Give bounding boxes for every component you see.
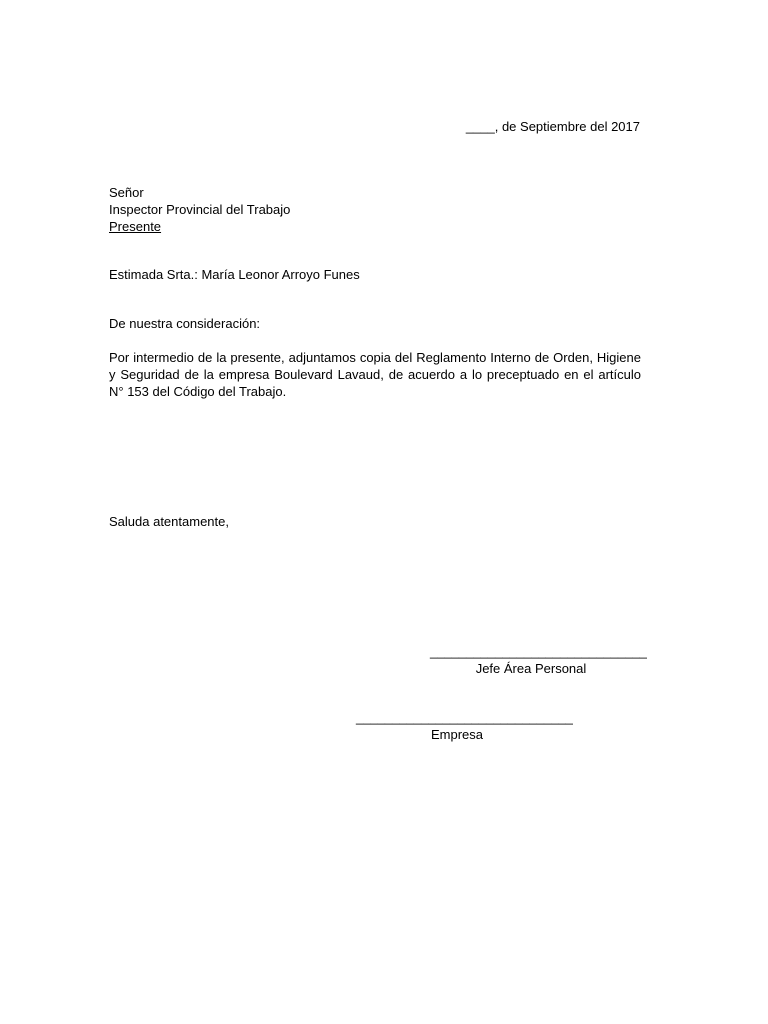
salutation: Estimada Srta.: María Leonor Arroyo Funes	[109, 267, 360, 282]
signature-title: Jefe Área Personal	[475, 661, 587, 676]
body-paragraph: Por intermedio de la presente, adjuntamos copia del Reglamento Interno de Orden, Higiene y Seguridad de la empresa Boulevard Lavaud, de acuerdo a lo preceptuado en el artículo N° 153 del Código del Trabajo.	[109, 350, 641, 399]
recipient-block	[109, 184, 290, 235]
consideration-line: De nuestra consideración:	[109, 316, 261, 331]
recipient-title: Señor	[109, 185, 144, 200]
signature-title: Empresa	[430, 727, 484, 742]
signature-line: ______________________________	[356, 710, 573, 725]
signature-block-jefe	[430, 643, 647, 677]
closing-line: Saluda atentamente,	[109, 514, 229, 529]
signature-line: ______________________________	[430, 644, 647, 659]
date-line: ____, de Septiembre del 2017	[465, 119, 640, 134]
recipient-office: Inspector Provincial del Trabajo	[109, 202, 291, 217]
recipient-presente: Presente	[109, 219, 162, 234]
signature-block-empresa	[356, 709, 573, 743]
